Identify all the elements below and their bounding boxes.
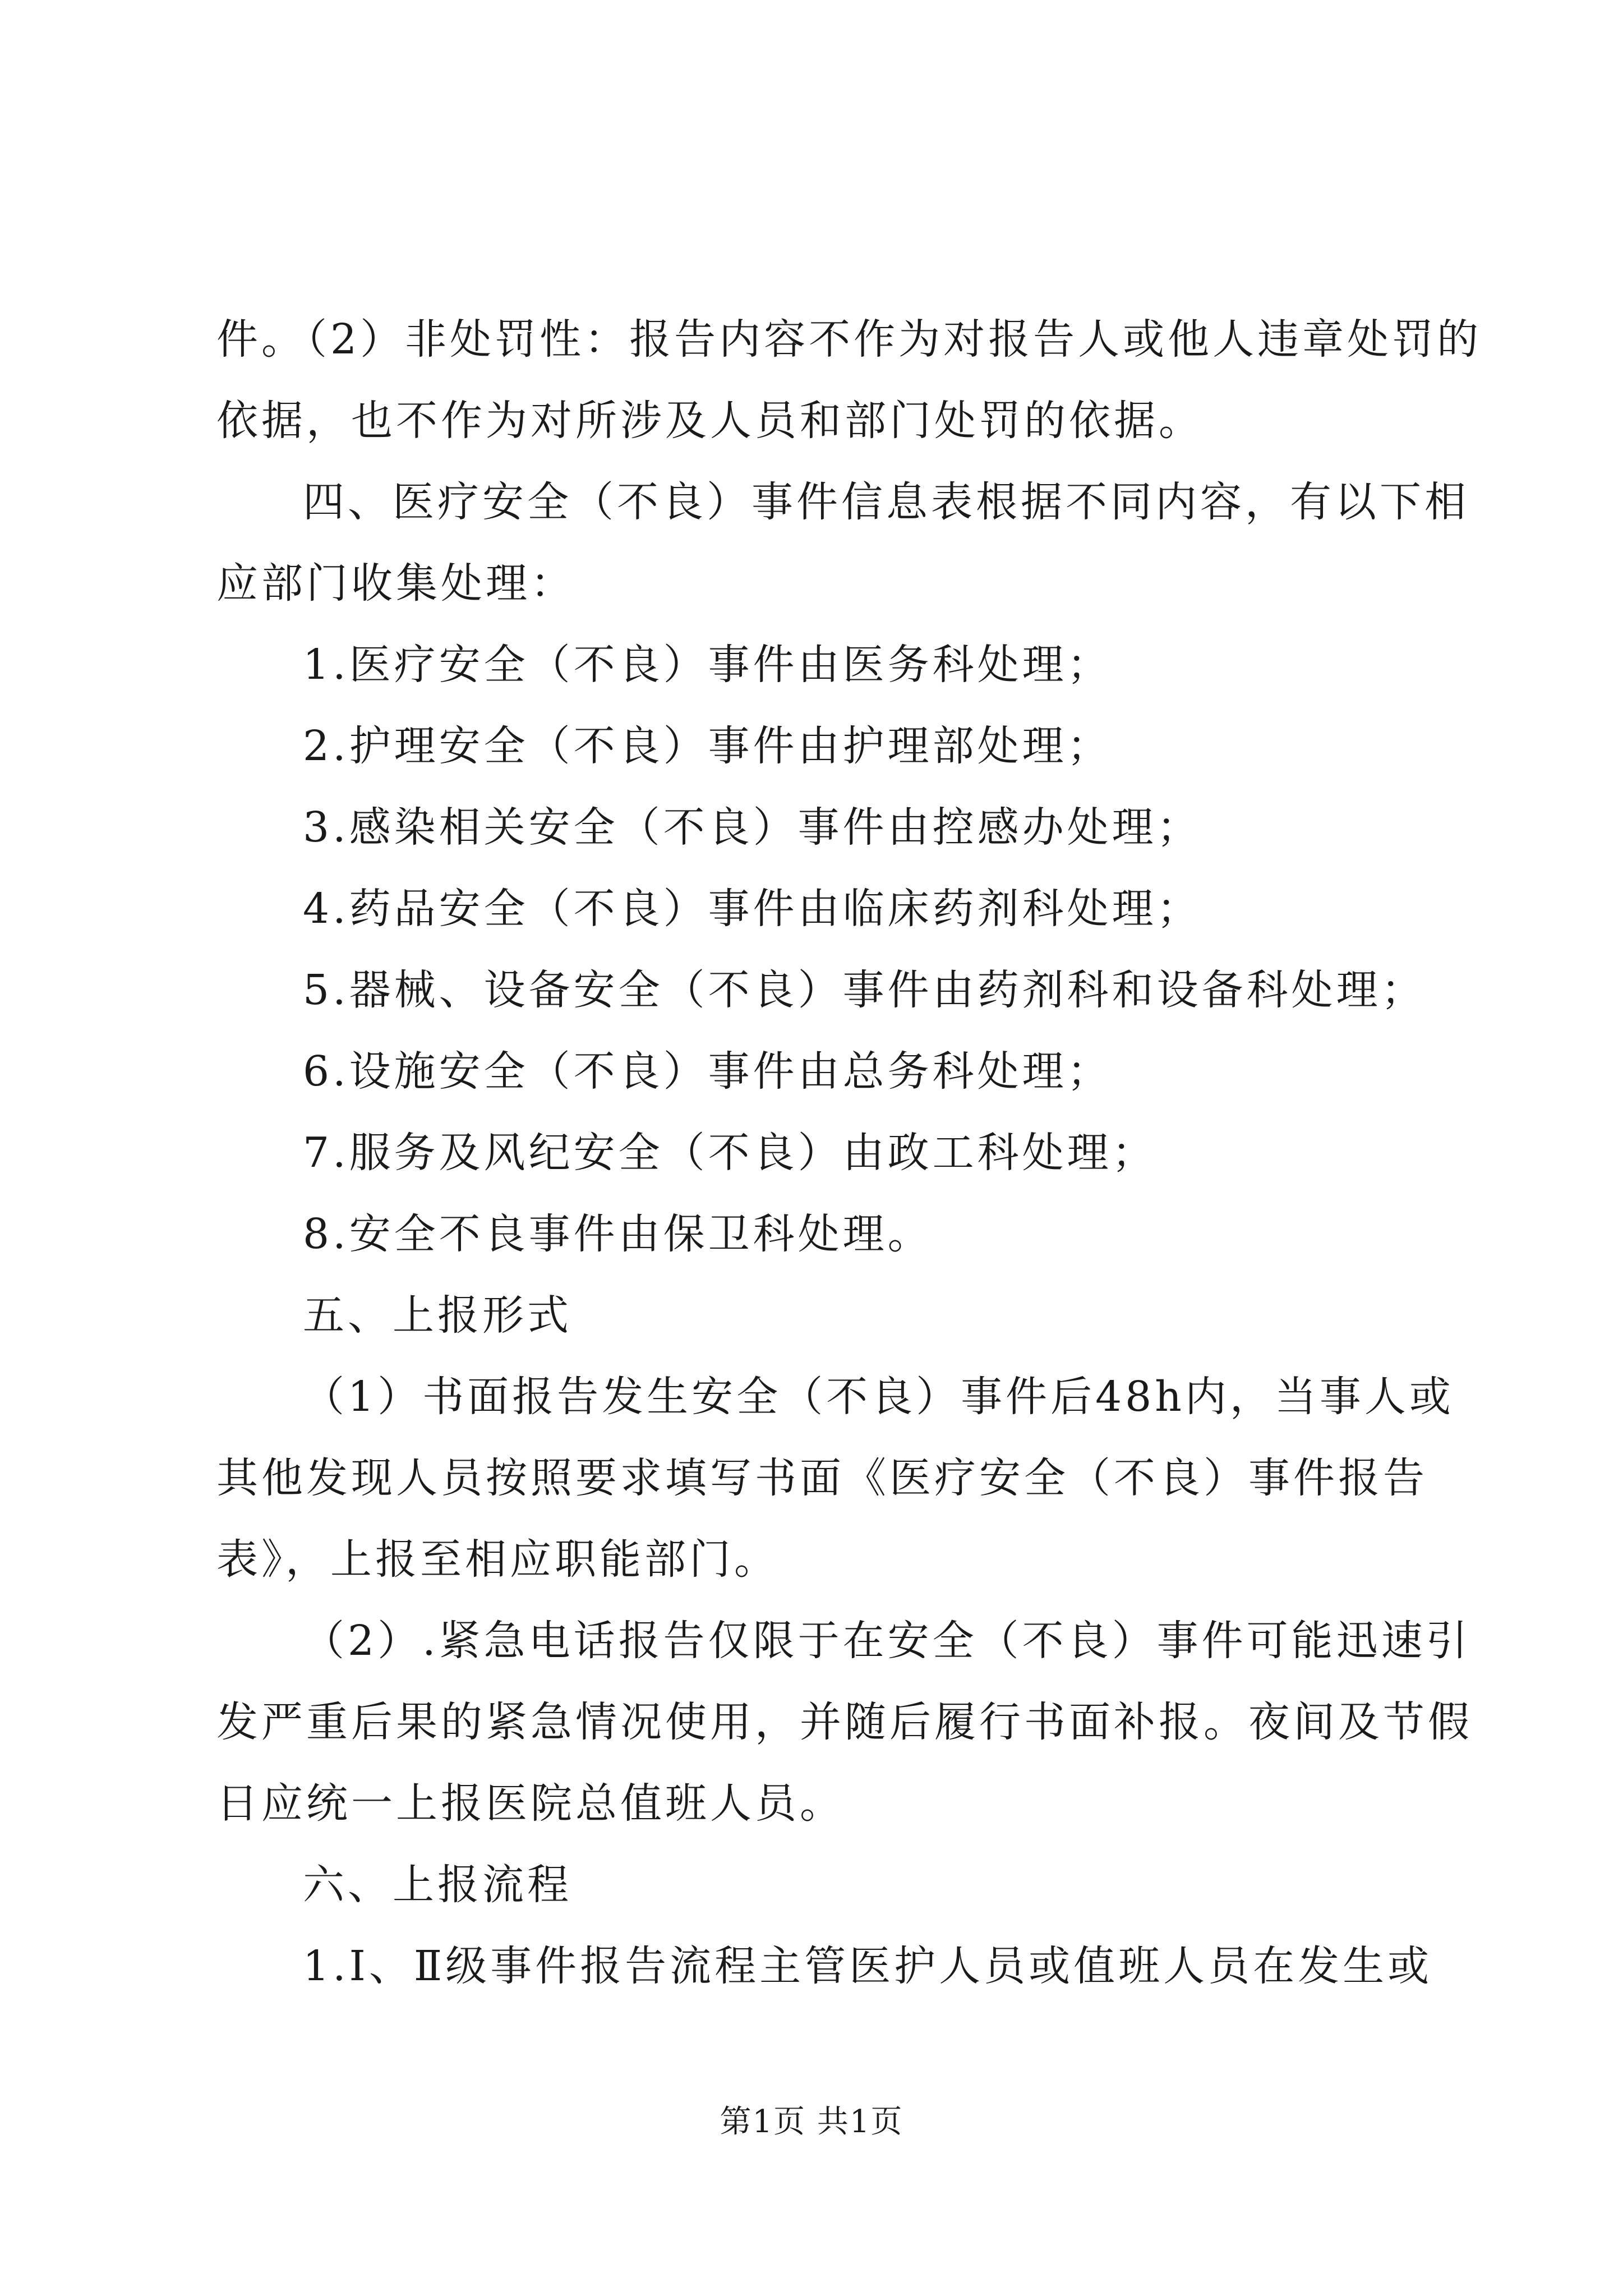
- paragraph-phone-report-line-1: （2）.紧急电话报告仅限于在安全（不良）事件可能迅速引: [303, 1617, 1471, 1665]
- paragraph-line-1: 件。（2）非处罚性：报告内容不作为对报告人或他人违章处罚的: [216, 315, 1482, 364]
- paragraph-process-line-1: 1.Ⅰ、Ⅱ级事件报告流程主管医护人员或值班人员在发生或: [303, 1942, 1433, 1990]
- section-4-heading-line-2: 应部门收集处理：: [216, 559, 575, 608]
- list-item-3: 3.感染相关安全（不良）事件由控感办处理；: [303, 803, 1202, 852]
- list-item-5: 5.器械、设备安全（不良）事件由药剂科和设备科处理；: [303, 966, 1426, 1014]
- list-item-2: 2.护理安全（不良）事件由护理部处理；: [303, 722, 1112, 770]
- paragraph-phone-report-line-3: 日应统一上报医院总值班人员。: [216, 1779, 845, 1828]
- paragraph-phone-report-line-2: 发严重后果的紧急情况使用，并随后履行书面补报。夜间及节假: [216, 1698, 1473, 1746]
- list-item-8: 8.安全不良事件由保卫科处理。: [303, 1210, 933, 1258]
- paragraph-line-2: 依据，也不作为对所涉及人员和部门处罚的依据。: [216, 397, 1204, 445]
- paragraph-written-report-line-2: 其他发现人员按照要求填写书面《医疗安全（不良）事件报告: [216, 1454, 1428, 1502]
- list-item-4: 4.药品安全（不良）事件由临床药剂科处理；: [303, 885, 1202, 933]
- paragraph-written-report-line-1: （1）书面报告发生安全（不良）事件后48h内，当事人或: [303, 1373, 1454, 1421]
- section-5-heading: 五、上报形式: [303, 1291, 572, 1340]
- list-item-6: 6.设施安全（不良）事件由总务科处理；: [303, 1047, 1112, 1096]
- paragraph-written-report-line-3: 表》，上报至相应职能部门。: [216, 1535, 779, 1584]
- page-footer: 第1页 共1页: [720, 2104, 903, 2140]
- section-4-heading-line-1: 四、医疗安全（不良）事件信息表根据不同内容，有以下相: [303, 478, 1469, 526]
- list-item-1: 1.医疗安全（不良）事件由医务科处理；: [303, 641, 1112, 689]
- list-item-7: 7.服务及风纪安全（不良）由政工科处理；: [303, 1129, 1157, 1177]
- section-6-heading: 六、上报流程: [303, 1861, 572, 1909]
